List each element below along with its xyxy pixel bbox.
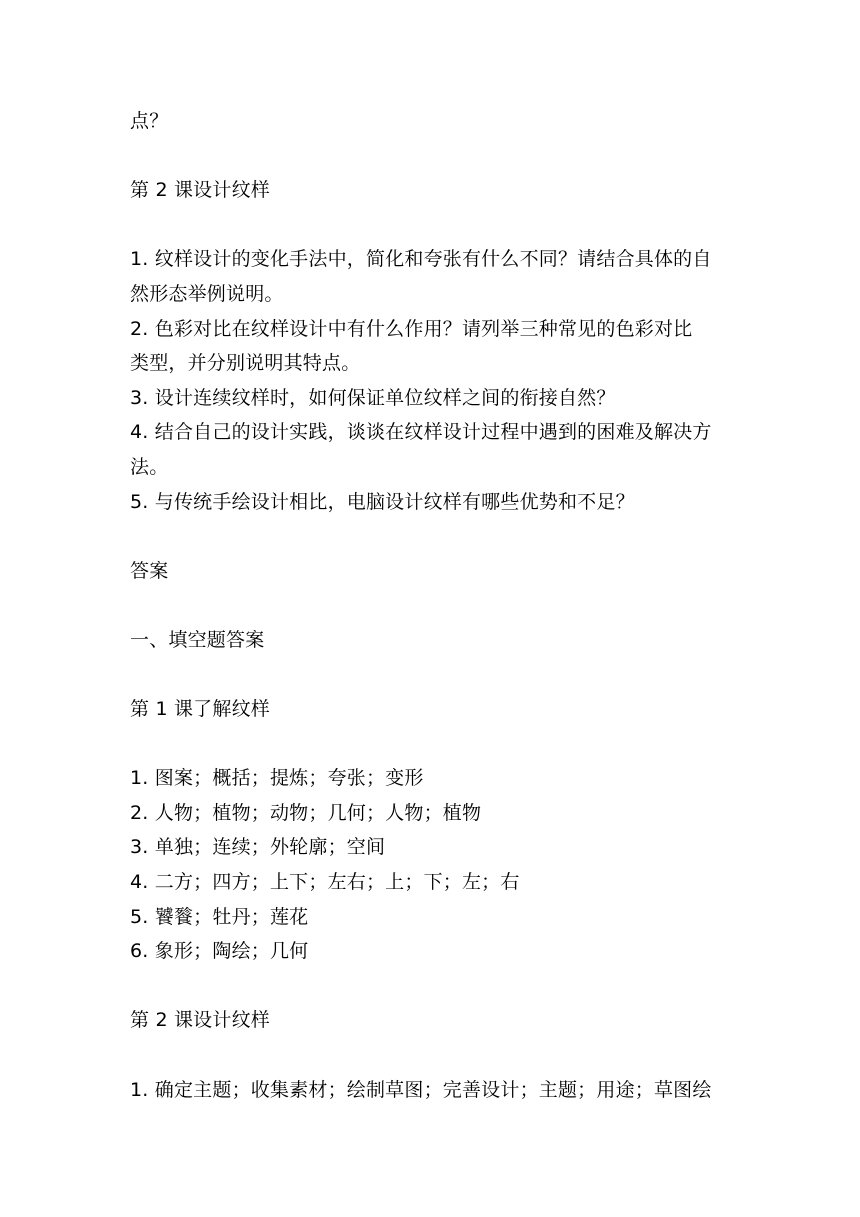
lesson-heading: 第 1 课了解纹样 <box>130 698 270 721</box>
question-line: 1. 纹样设计的变化手法中，简化和夸张有什么不同？请结合具体的自 <box>130 248 712 271</box>
section-heading: 第 2 课设计纹样 <box>130 179 270 202</box>
blank-line <box>130 208 734 243</box>
blank-line <box>130 139 734 174</box>
question-line: 法。 <box>130 455 169 478</box>
blank-line <box>130 969 734 1004</box>
answer-line: 1. 确定主题；收集素材；绘制草图；完善设计；主题；用途；草图绘 <box>130 1078 712 1101</box>
answer-line: 6. 象形；陶绘；几何 <box>130 940 309 963</box>
blank-line <box>130 519 734 554</box>
document-page <box>130 104 734 1107</box>
blank-line <box>130 658 734 693</box>
fill-blank-answers-heading: 一、填空题答案 <box>130 628 265 651</box>
answer-line: 3. 单独；连续；外轮廓；空间 <box>130 836 386 859</box>
question-line: 然形态举例说明。 <box>130 282 284 305</box>
question-line: 4. 结合自己的设计实践，谈谈在纹样设计过程中遇到的困难及解决方 <box>130 421 712 444</box>
question-line: 5. 与传统手绘设计相比，电脑设计纹样有哪些优势和不足？ <box>130 490 635 513</box>
answer-line: 1. 图案；概括；提炼；夸张；变形 <box>130 767 424 790</box>
blank-line <box>130 727 734 762</box>
answers-heading: 答案 <box>130 559 169 582</box>
lesson-heading: 第 2 课设计纹样 <box>130 1009 270 1032</box>
answer-line: 4. 二方；四方；上下；左右；上；下；左；右 <box>130 871 520 894</box>
question-line: 类型，并分别说明其特点。 <box>130 352 361 375</box>
text-line: 点？ <box>130 110 169 132</box>
answer-line: 2. 人物；植物；动物；几何；人物；植物 <box>130 801 482 824</box>
blank-line <box>130 1038 734 1073</box>
question-line: 3. 设计连续纹样时，如何保证单位纹样之间的衔接自然？ <box>130 386 616 409</box>
question-line: 2. 色彩对比在纹样设计中有什么作用？请列举三种常见的色彩对比 <box>130 317 693 340</box>
answer-line: 5. 饕餮；牡丹；莲花 <box>130 905 309 928</box>
blank-line <box>130 588 734 623</box>
